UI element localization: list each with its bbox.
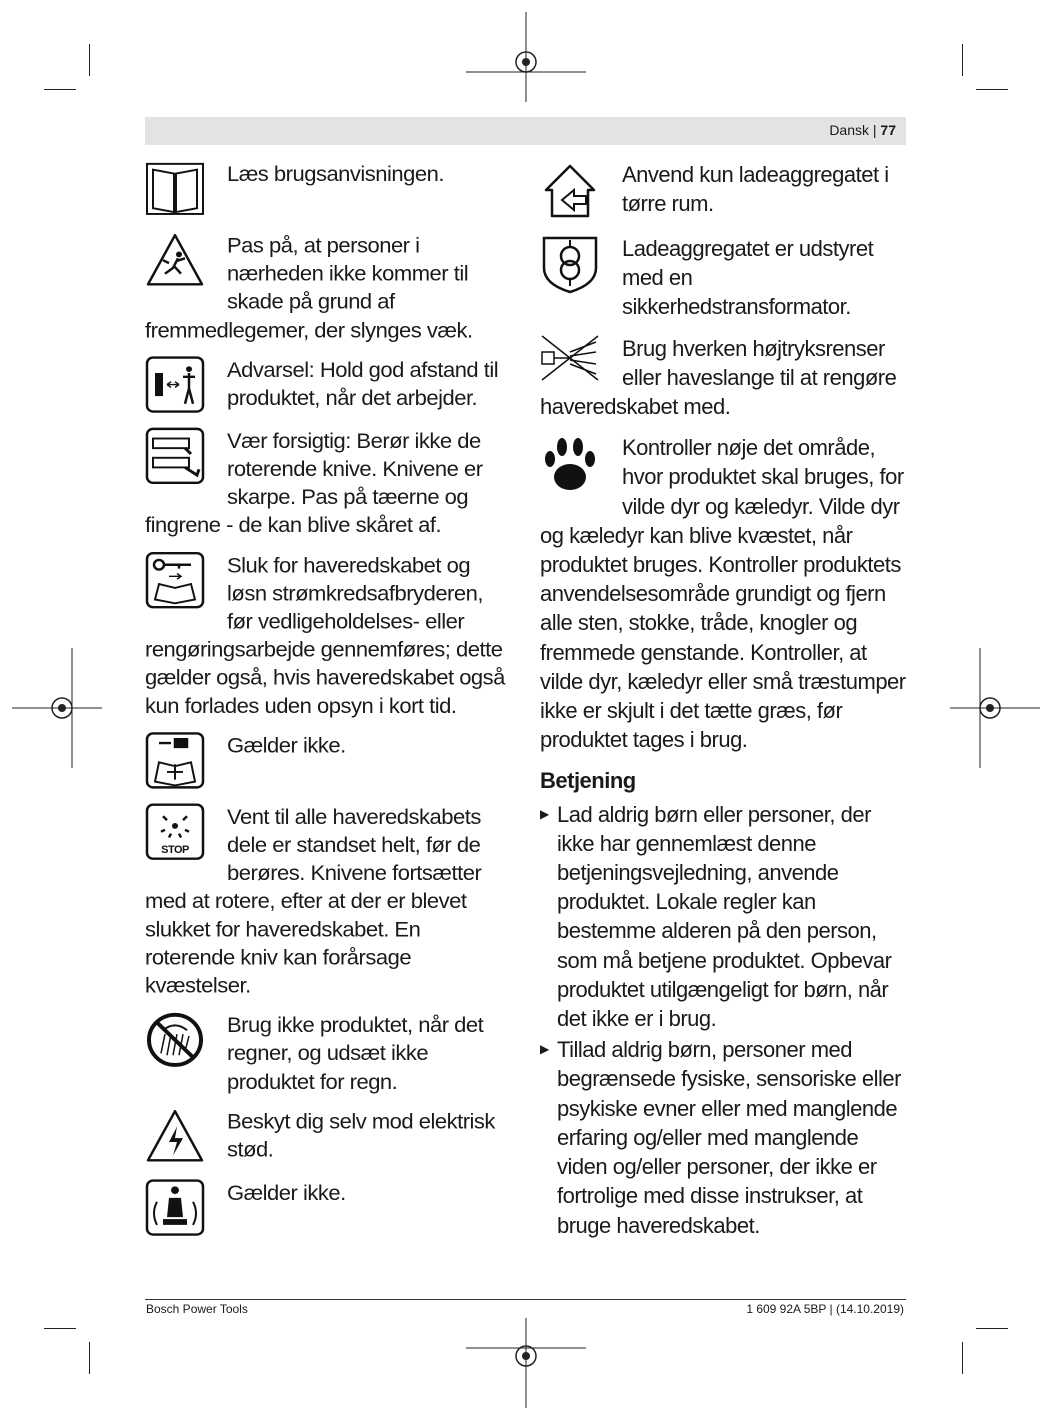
electric-shock-icon xyxy=(145,1107,205,1165)
thrown-objects-warning-icon xyxy=(145,231,205,289)
symbol-text: Kontroller nøje det område, hvor produktet skal bruges, for vilde dyr og kæledyr. Vilde dyr og kæledyr kan blive kvæstet, når produktet bruges. Kontroller produktets anvendelsesområde grundigt og fjern alle sten, stokke, tråde, knogler og fremmede genstande. Kontroller, at vilde dyr, kæledyr eller små træstumper ikke er skjult i det tætte græs, før produktet tages i brug. xyxy=(540,435,906,753)
symbol-item xyxy=(540,160,906,222)
footer-publisher: Bosch Power Tools xyxy=(146,1302,248,1316)
symbol-text: Vær forsigtig: Berør ikke de roterende knive. Knivene er skarpe. Pas på tæerne og fingrene - de kan blive skåret af. xyxy=(145,428,483,538)
right-column xyxy=(540,160,906,1242)
disconnect-key-icon xyxy=(145,551,205,609)
symbol-item xyxy=(145,160,509,220)
crop-mark xyxy=(89,44,90,76)
registration-mark-icon xyxy=(950,648,1040,768)
header-text: Dansk | 77 xyxy=(829,122,896,138)
crop-mark xyxy=(962,1342,963,1374)
left-column xyxy=(145,160,509,1250)
symbol-item xyxy=(145,231,509,344)
section-heading: Betjening xyxy=(540,768,636,794)
registration-mark-icon xyxy=(466,1318,586,1408)
footer-doc-id: 1 609 92A 5BP | (14.10.2019) xyxy=(746,1302,904,1316)
footer-divider xyxy=(145,1299,906,1300)
symbol-item xyxy=(145,803,509,1000)
crop-mark xyxy=(89,1342,90,1374)
header-language: Dansk xyxy=(829,122,869,138)
list-item: ▶ Tillad aldrig børn, personer med begrænsede fysiske, sensoriske eller psykiske evner eller med manglende erfaring og/eller med manglende viden og/eller personer, der ikke er fortrolige med disse instrukser, at bruge haveredskabet. xyxy=(540,1035,906,1239)
list-item: ▶ Lad aldrig børn eller personer, der ikke har gennemlæst denne betjeningsvejledning, anvende produktet. Lokale regler kan bestemme alderen på den person, som må betjene produktet. Opbevar produktet utilgængeligt for børn, når det ikke er i brug. xyxy=(540,800,906,1034)
symbol-item xyxy=(540,334,906,422)
symbol-item xyxy=(145,1179,509,1239)
symbol-item xyxy=(145,427,509,540)
symbol-item xyxy=(145,355,509,415)
symbol-text: Brug hverken højtryksrenser eller haveslange til at rengøre haveredskabet med. xyxy=(540,335,897,420)
not-applicable-plug-icon xyxy=(145,731,205,789)
symbol-item xyxy=(540,433,906,754)
no-pressure-washer-icon xyxy=(540,334,600,384)
symbol-text: Ladeaggregatet er udstyret med en sikkerhedstransformator. xyxy=(622,236,874,320)
symbol-text: Gælder ikke. xyxy=(227,1180,346,1205)
operator-position-icon xyxy=(145,1179,205,1237)
page-header xyxy=(145,117,906,145)
symbol-text: Advarsel: Hold god afstand til produktet, når det arbejder. xyxy=(227,357,499,410)
symbol-item xyxy=(145,1011,509,1095)
symbol-text: Vent til alle haveredskabets dele er standset helt, før de berøres. Knivene fortsætter med at rotere, efter at der er blevet slukket for haveredskabet. En roterende kniv kan forårsage kvæstelser. xyxy=(145,804,482,998)
bullet-list xyxy=(540,800,906,1240)
page-number: 77 xyxy=(880,122,896,138)
symbol-text: Brug ikke produktet, når det regner, og udsæt ikke produktet for regn. xyxy=(227,1013,484,1094)
symbol-text: Sluk for haveredskabet og løsn strømkredsafbryderen, før vedligeholdelses- eller rengøringsarbejde gennemføres; dette gælder også, hvis haveredskabet også kun forlades uden opsyn i kort tid. xyxy=(145,552,505,718)
symbol-text: Pas på, at personer i nærheden ikke kommer til skade på grund af fremmedlegemer, der slynges væk. xyxy=(145,233,473,342)
crop-mark xyxy=(976,1328,1008,1329)
crop-mark xyxy=(962,44,963,76)
registration-mark-icon xyxy=(12,648,102,768)
crop-mark xyxy=(44,89,76,90)
symbol-item xyxy=(540,234,906,322)
symbol-item xyxy=(145,551,509,720)
safety-transformer-icon xyxy=(540,234,600,294)
symbol-text: Læs brugsanvisningen. xyxy=(227,161,444,187)
symbol-text: Gælder ikke. xyxy=(227,733,346,758)
animal-paw-icon xyxy=(540,433,600,493)
symbol-item xyxy=(145,1107,509,1167)
stop-wait-icon xyxy=(145,803,205,861)
registration-mark-icon xyxy=(466,12,586,102)
svg-text:STOP: STOP xyxy=(161,843,189,856)
manual-book-icon xyxy=(145,160,205,218)
rotating-blades-icon xyxy=(145,427,205,485)
indoor-charging-icon xyxy=(540,160,600,220)
symbol-item xyxy=(145,731,509,791)
crop-mark xyxy=(44,1328,76,1329)
no-rain-icon xyxy=(145,1011,205,1069)
keep-distance-icon xyxy=(145,355,205,413)
symbol-text: Anvend kun ladeaggregatet i tørre rum. xyxy=(622,162,889,217)
crop-mark xyxy=(976,89,1008,90)
symbol-text: Beskyt dig selv mod elektrisk stød. xyxy=(227,1109,495,1162)
